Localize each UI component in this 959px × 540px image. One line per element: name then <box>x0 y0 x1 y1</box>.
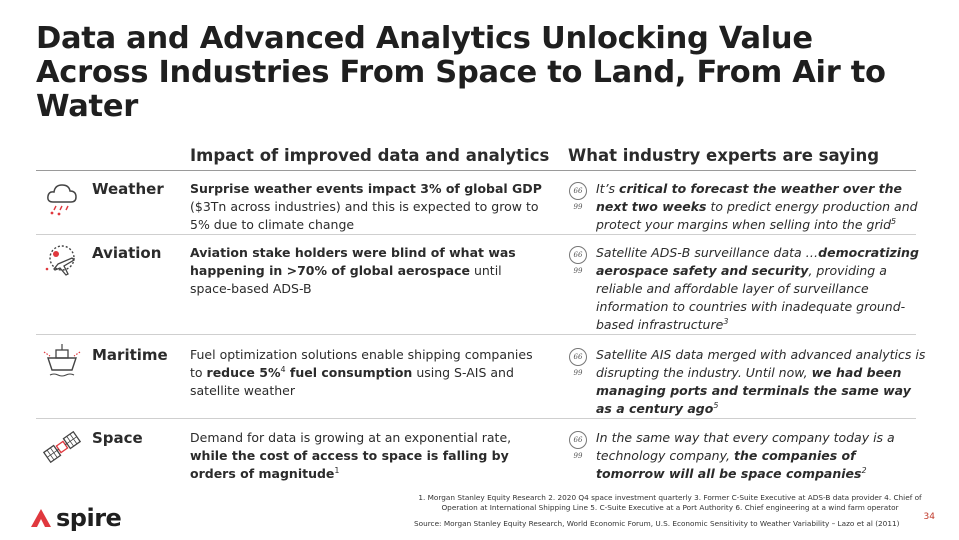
row-divider <box>36 418 916 419</box>
quote-icon: 66 99 <box>569 182 587 200</box>
experts-column-header: What industry experts are saying <box>568 146 880 165</box>
quote-icon: 66 99 <box>569 431 587 449</box>
row-label-space: Space <box>92 429 143 447</box>
row-label-weather: Weather <box>92 180 164 198</box>
quote-text-aviation: Satellite ADS-B surveillance data …democratizing aerospace safety and security, providing a reliable and affordable layer of surveillance information to countries with inadequate ground-based infrastructure$^3$ <box>596 245 919 332</box>
spire-logo <box>30 504 121 532</box>
impact-text-weather: Surprise weather events impact 3% of global GDP ($3Tn across industries) and this is expected to grow to 5% due to climate change <box>190 181 542 232</box>
row-divider <box>36 234 916 235</box>
spire-logo-text: spire <box>56 504 122 532</box>
row-label-maritime: Maritime <box>92 346 168 364</box>
airplane-icon <box>42 242 82 282</box>
row-label-aviation: Aviation <box>92 244 162 262</box>
impact-column-header: Impact of improved data and analytics <box>190 146 550 165</box>
quote-icon: 66 99 <box>569 246 587 264</box>
quote-text-maritime: Satellite AIS data merged with advanced analytics is disrupting the industry. Until now, we had been managing ports and terminals the same way as a century ago$^5$ <box>596 347 926 416</box>
source-note: Source: Morgan Stanley Equity Research, World Economic Forum, U.S. Economic Sensitivity to Weather Variability – Lazo et al (2011) <box>414 519 900 528</box>
impact-text-aviation: Aviation stake holders were blind of what was happening in >70% of global aerospace until space-based ADS-B <box>190 245 516 296</box>
header-divider <box>36 170 916 171</box>
footnotes: 1. Morgan Stanley Equity Research 2. 2020 Q4 space investment quarterly 3. Former C-Suite Executive at ADS-B data provider 4. Chief of Operation at International Shipping Line 5. C-Suite Executive at a Port Authority 6. Chief engineering at a wind farm operator <box>418 493 922 512</box>
spire-logo-icon <box>30 508 52 528</box>
impact-text-space: Demand for data is growing at an exponential rate, while the cost of access to space is falling by orders of magnitude$^1$ <box>190 430 512 481</box>
impact-text-maritime: Fuel optimization solutions enable shipping companies to reduce 5%$^4$ fuel consumption using S-AIS and satellite weather <box>190 347 533 398</box>
cloud-rain-icon <box>42 178 82 218</box>
quote-icon: 66 99 <box>569 348 587 366</box>
quote-text-weather: It’s critical to forecast the weather over the next two weeks to predict energy production and protect your margins when selling into the grid$^5$ <box>596 181 918 232</box>
ship-icon <box>42 344 82 384</box>
row-divider <box>36 334 916 335</box>
page-number: 34 <box>923 512 935 522</box>
satellite-icon <box>42 427 82 467</box>
page-title: Data and Advanced Analytics Unlocking Value Across Industries From Space to Land, From Air to Water <box>36 21 886 124</box>
quote-text-space: In the same way that every company today is a technology company, the companies of tomorrow will all be space companies$^2$ <box>596 430 895 481</box>
